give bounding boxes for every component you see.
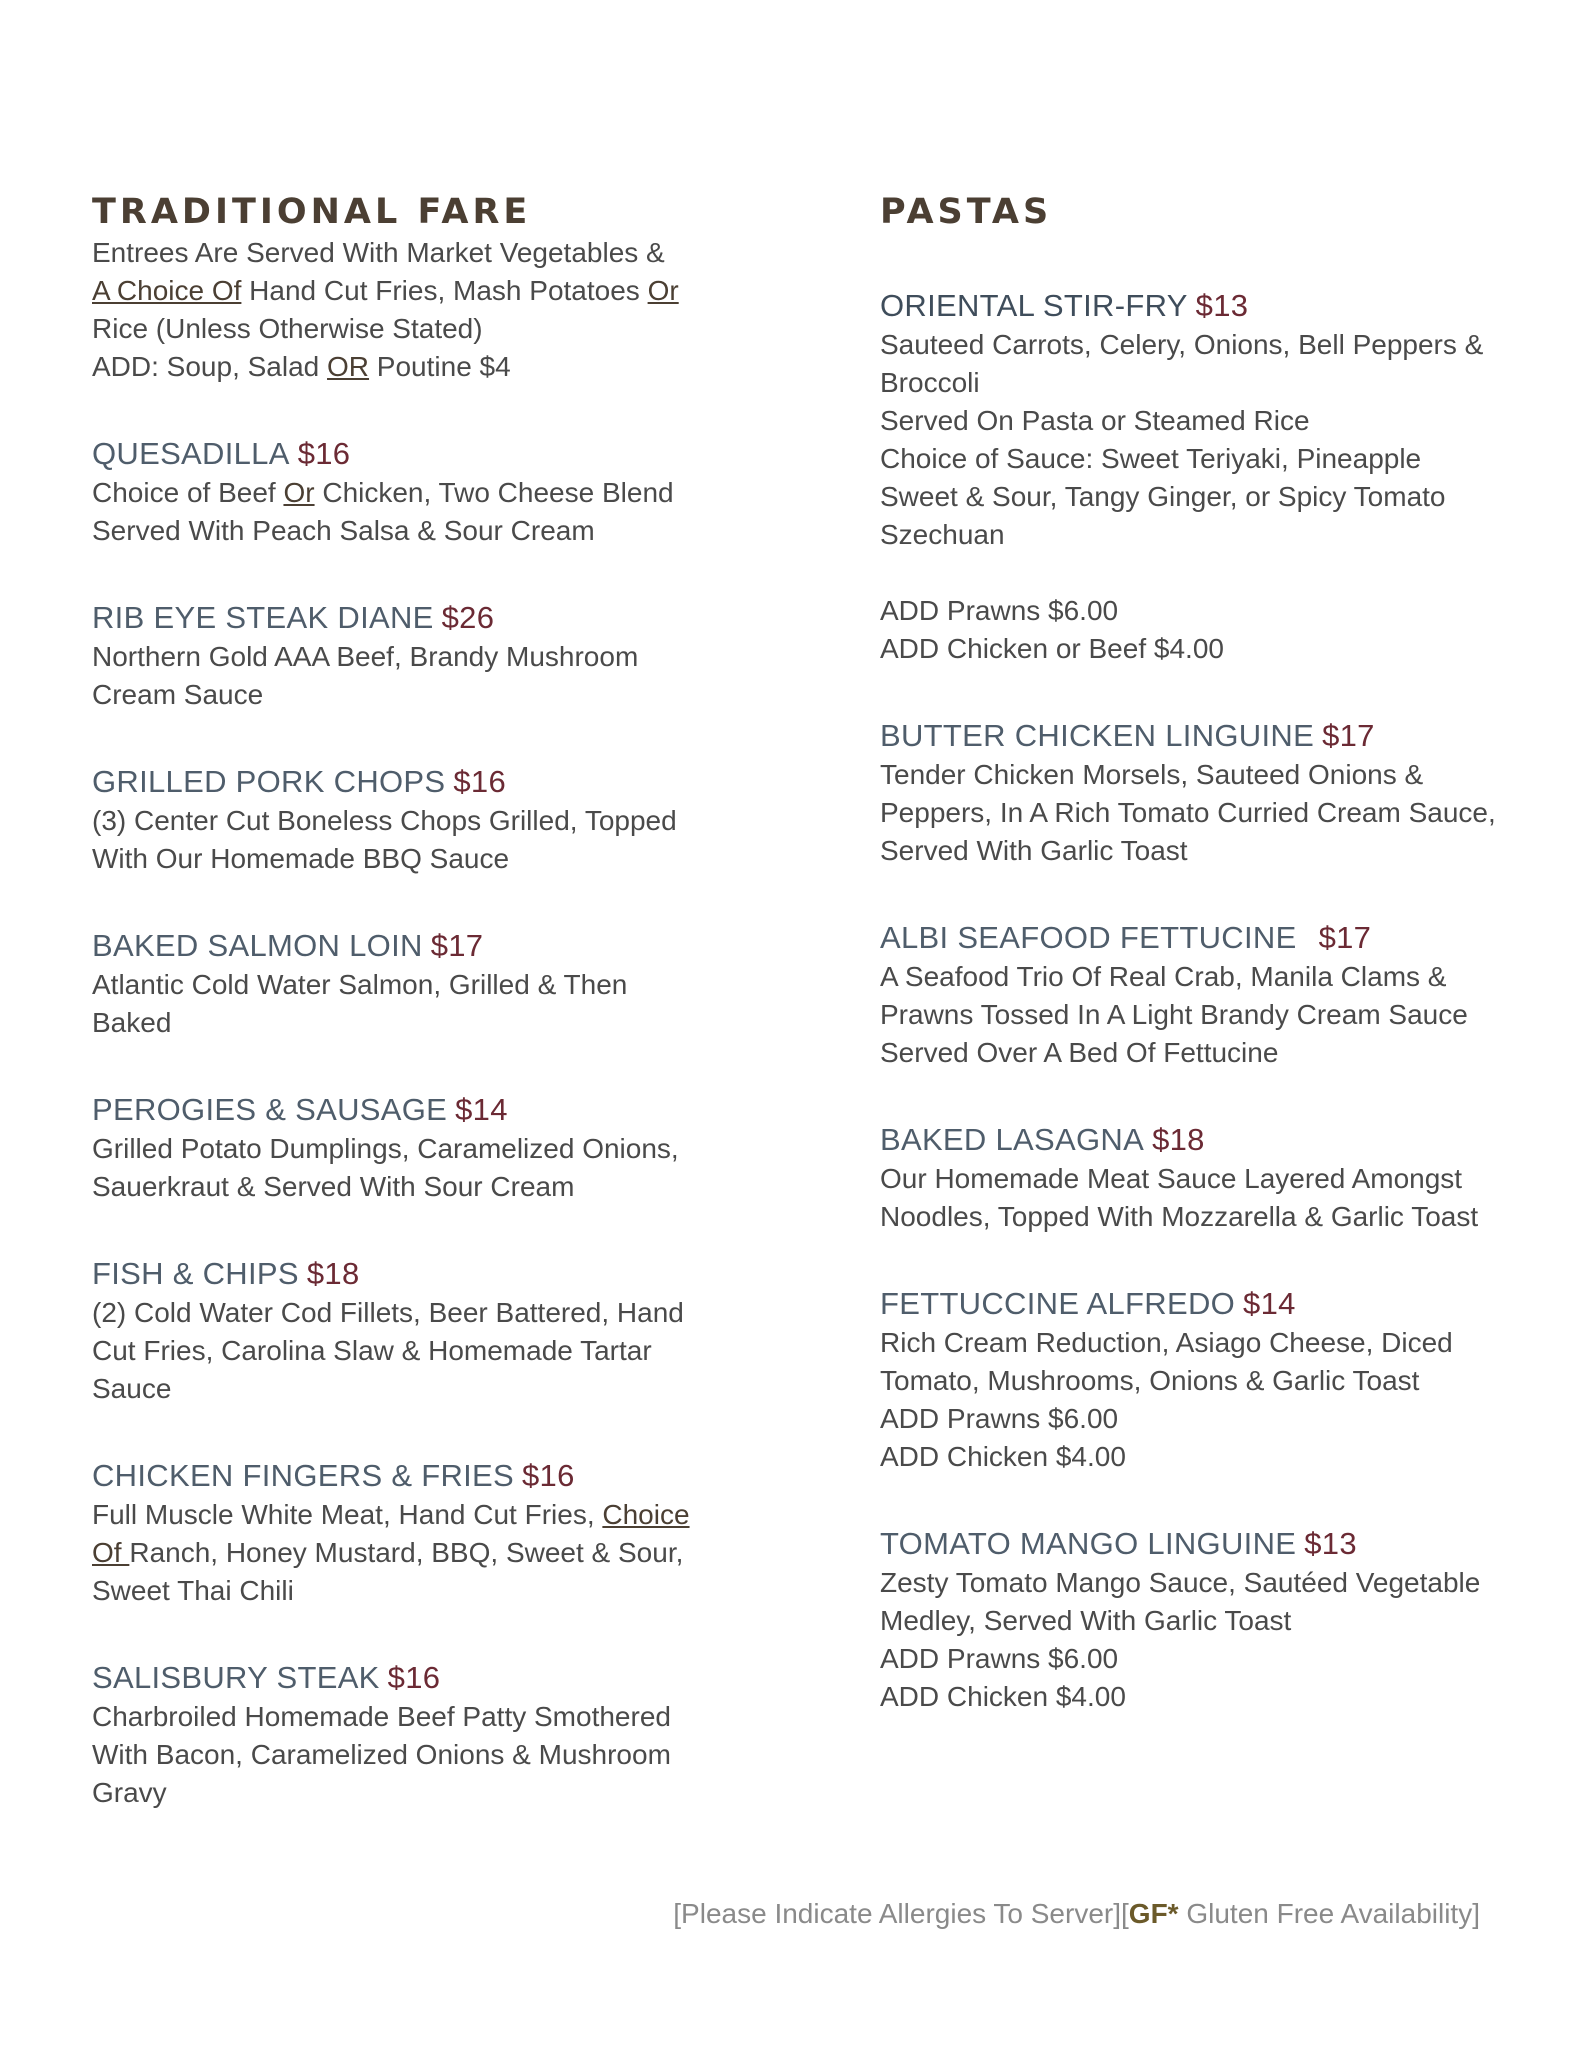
item-description: Atlantic Cold Water Salmon, Grilled & Then Baked xyxy=(92,969,628,1038)
item-name: BAKED LASAGNA xyxy=(880,1122,1145,1157)
item-description: Zesty Tomato Mango Sauce, Sautéed Vegetable Medley, Served With Garlic Toast ADD Prawns $6.00 ADD Chicken $4.00 xyxy=(880,1567,1481,1712)
item-name: TOMATO MANGO LINGUINE xyxy=(880,1526,1297,1561)
item-name: FISH & CHIPS xyxy=(92,1256,299,1291)
item-description: (2) Cold Water Cod Fillets, Beer Battered, Hand Cut Fries, Carolina Slaw & Homemade Tartar Sauce xyxy=(92,1297,684,1404)
item-description: Full Muscle White Meat, Hand Cut Fries, Choice Of Ranch, Honey Mustard, BBQ, Sweet & Sour, Sweet Thai Chili xyxy=(92,1499,690,1606)
item-price: $17 xyxy=(1322,718,1375,753)
intro-line: A Choice Of Hand Cut Fries, Mash Potatoes Or xyxy=(92,275,679,306)
menu-item-fish-chips xyxy=(92,1254,692,1408)
section-title-traditional-fare: TRADITIONAL FARE xyxy=(92,192,532,232)
menu-item-fettuccine-alfredo xyxy=(880,1284,1500,1476)
item-name: ALBI SEAFOOD FETTUCINE xyxy=(880,920,1297,955)
item-name: BUTTER CHICKEN LINGUINE xyxy=(880,718,1315,753)
item-description: A Seafood Trio Of Real Crab, Manila Clams & Prawns Tossed In A Light Brandy Cream Sauce Served Over A Bed Of Fettucine xyxy=(880,961,1468,1068)
item-name: CHICKEN FINGERS & FRIES xyxy=(92,1458,515,1493)
item-description: Grilled Potato Dumplings, Caramelized Onions, Sauerkraut & Served With Sour Cream xyxy=(92,1133,679,1202)
item-price: $13 xyxy=(1304,1526,1357,1561)
menu-item-baked-lasagna xyxy=(880,1120,1500,1236)
item-name: ORIENTAL STIR-FRY xyxy=(880,288,1188,323)
item-price: $16 xyxy=(453,764,507,799)
item-price: $17 xyxy=(430,928,484,963)
item-price: $18 xyxy=(1152,1122,1205,1157)
item-price: $14 xyxy=(455,1092,508,1127)
item-description: Rich Cream Reduction, Asiago Cheese, Diced Tomato, Mushrooms, Onions & Garlic Toast ADD Prawns $6.00 ADD Chicken $4.00 xyxy=(880,1327,1453,1472)
item-description: Our Homemade Meat Sauce Layered Amongst Noodles, Topped With Mozzarella & Garlic Toast xyxy=(880,1163,1479,1232)
item-description: Charbroiled Homemade Beef Patty Smothered With Bacon, Caramelized Onions & Mushroom Gravy xyxy=(92,1701,671,1808)
item-price: $26 xyxy=(441,600,495,635)
item-price: $18 xyxy=(306,1256,360,1291)
item-price: $16 xyxy=(522,1458,575,1493)
item-price: $17 xyxy=(1318,920,1372,955)
traditional-intro xyxy=(92,234,692,386)
menu-item-baked-salmon-loin xyxy=(92,926,692,1042)
menu-item-butter-chicken-linguine xyxy=(880,716,1500,870)
traditional-fare-section xyxy=(92,190,692,1812)
item-name: GRILLED PORK CHOPS xyxy=(92,764,446,799)
menu-item-oriental-stir-fry xyxy=(880,286,1500,668)
menu-item-chicken-fingers-fries xyxy=(92,1456,692,1610)
menu-item-albi-seafood-fettucine xyxy=(880,918,1500,1072)
item-name: FETTUCCINE ALFREDO xyxy=(880,1286,1236,1321)
pastas-section xyxy=(880,190,1500,1716)
item-name: RIB EYE STEAK DIANE xyxy=(92,600,434,635)
menu-item-grilled-pork-chops xyxy=(92,762,692,878)
item-price: $13 xyxy=(1195,288,1249,323)
allergy-footer-note: [Please Indicate Allergies To Server][GF* Gluten Free Availability] xyxy=(673,1898,1480,1929)
item-price: $14 xyxy=(1243,1286,1296,1321)
gluten-free-marker: GF* xyxy=(1128,1898,1179,1929)
item-description: Choice of Beef Or Chicken, Two Cheese Blend Served With Peach Salsa & Sour Cream xyxy=(92,477,674,546)
item-name: SALISBURY STEAK xyxy=(92,1660,380,1695)
item-name: BAKED SALMON LOIN xyxy=(92,928,423,963)
item-description: Sauteed Carrots, Celery, Onions, Bell Peppers & Broccoli Served On Pasta or Steamed Rice Choice of Sauce: Sweet Teriyaki, Pineapple Sweet & Sour, Tangy Ginger, or Spicy Tomato Szechuan ADD Prawns $6.00 ADD Chicken or Beef $4.00 xyxy=(880,329,1484,664)
item-price: $16 xyxy=(387,1660,441,1695)
item-name: QUESADILLA xyxy=(92,436,290,471)
item-description: (3) Center Cut Boneless Chops Grilled, Topped With Our Homemade BBQ Sauce xyxy=(92,805,677,874)
item-price: $16 xyxy=(297,436,351,471)
item-name: PEROGIES & SAUSAGE xyxy=(92,1092,448,1127)
menu-item-rib-eye-steak-diane xyxy=(92,598,692,714)
menu-item-perogies-sausage xyxy=(92,1090,692,1206)
item-description: Tender Chicken Morsels, Sauteed Onions & Peppers, In A Rich Tomato Curried Cream Sauce, Served With Garlic Toast xyxy=(880,759,1496,866)
menu-item-tomato-mango-linguine xyxy=(880,1524,1500,1716)
menu-item-salisbury-steak xyxy=(92,1658,692,1812)
menu-item-quesadilla xyxy=(92,434,692,550)
intro-line: Rice (Unless Otherwise Stated) xyxy=(92,313,483,344)
intro-line: ADD: Soup, Salad OR Poutine $4 xyxy=(92,351,511,382)
intro-line: Entrees Are Served With Market Vegetables & xyxy=(92,237,665,268)
item-description: Northern Gold AAA Beef, Brandy Mushroom Cream Sauce xyxy=(92,641,639,710)
section-title-pastas: PASTAS xyxy=(880,192,1053,232)
